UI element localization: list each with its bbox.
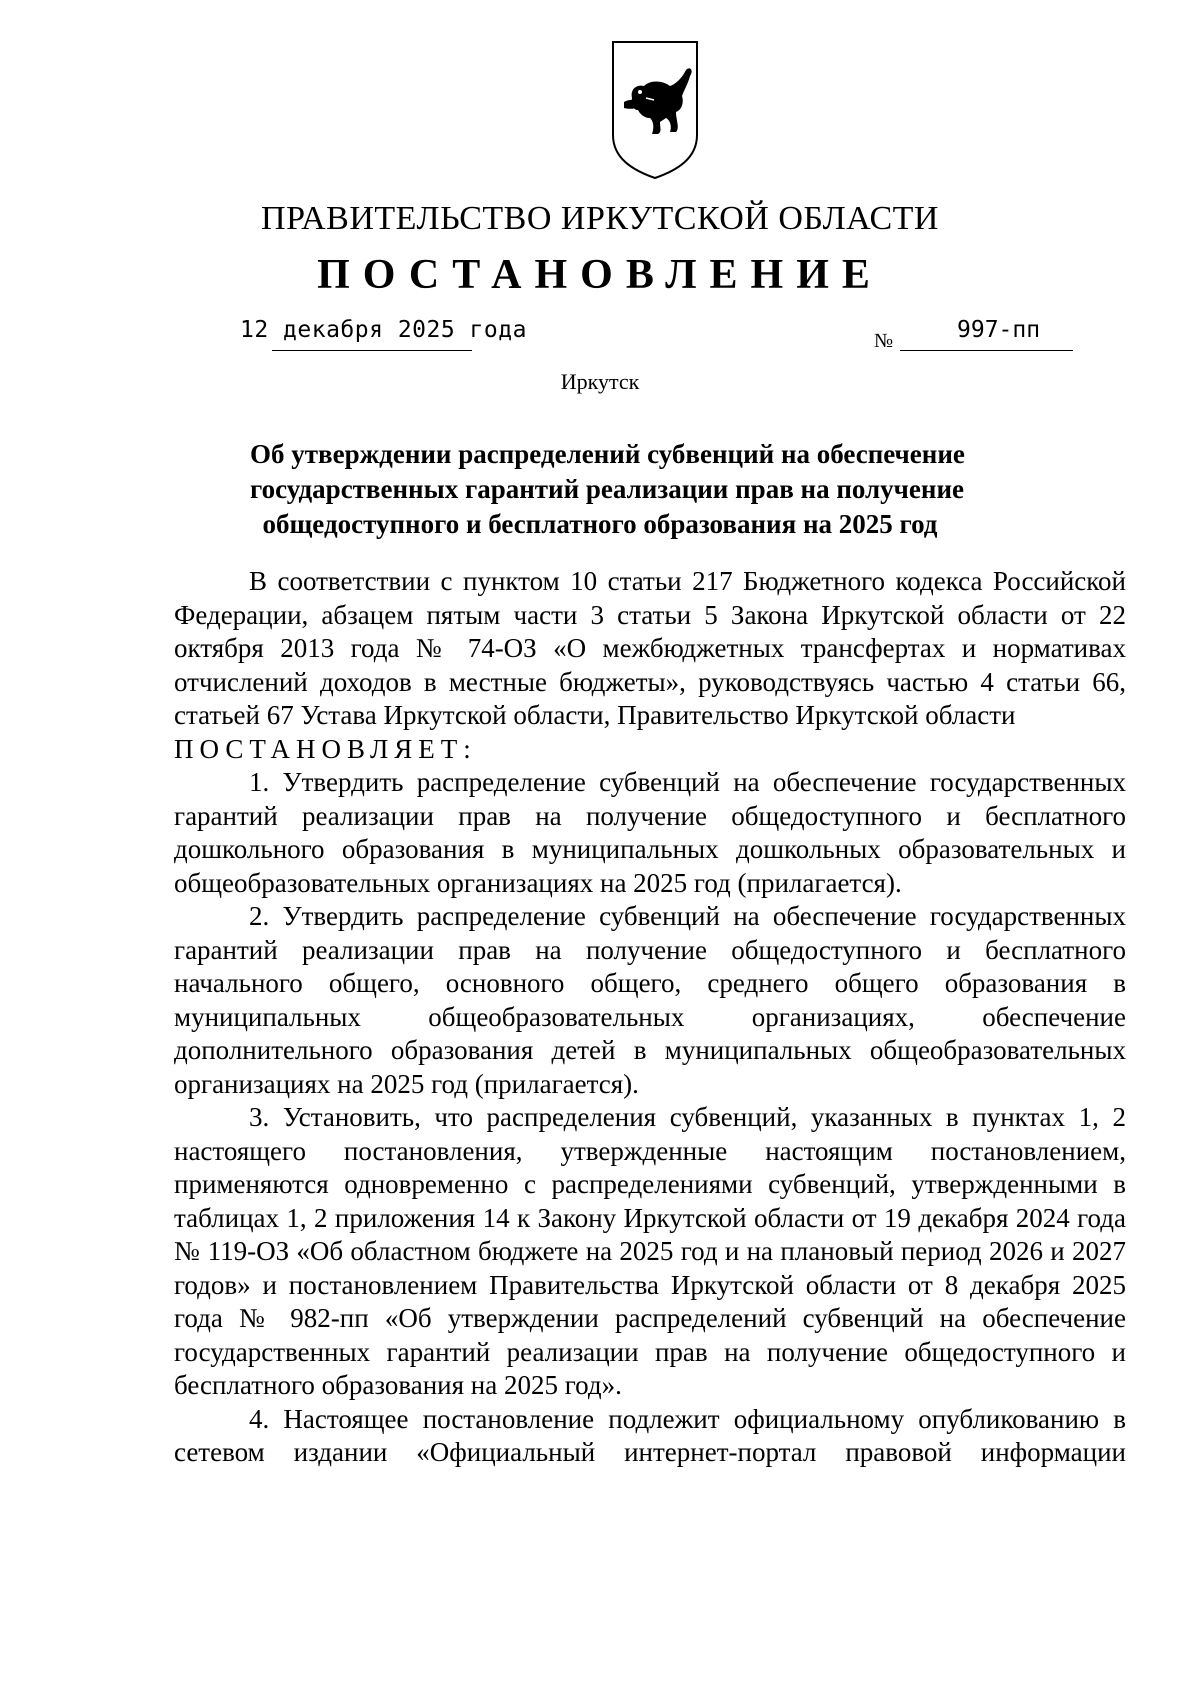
document-body xyxy=(174,565,1126,1470)
item-paragraph-2: 2. Утвердить распределение субвенций на обеспечение государственных гарантий реализации прав на получение общедоступного и бесплатного начального общего, основного общего, среднего общего образования в муниципальных общеобразовательных организациях, обеспечение дополнительного образования детей в муниципальных общеобразовательных организациях на 2025 год (прилагается). xyxy=(174,901,1126,1099)
city-name: Иркутск xyxy=(560,369,640,394)
title-line: общедоступного и бесплатного образования на 2025 год xyxy=(262,509,938,539)
organization-name: ПРАВИТЕЛЬСТВО ИРКУТСКОЙ ОБЛАСТИ xyxy=(261,200,939,237)
date-underline xyxy=(272,350,472,351)
document-date: 12 декабря 2025 года xyxy=(240,317,527,343)
title-line: государственных гарантий реализации прав на получение xyxy=(250,474,964,504)
item-paragraph-4: 4. Настоящее постановление подлежит официальному опубликованию в сетевом издании «Официальный интернет-портал правовой информации xyxy=(174,1403,1126,1467)
coat-of-arms-icon xyxy=(610,40,700,180)
item-paragraph-3: 3. Установить, что распределения субвенций, указанных в пунктах 1, 2 настоящего постановления, утвержденные настоящим постановлением, применяются одновременно с распределениями субвенций, утвержденными в таблицах 1, 2 приложения 14 к Закону Иркутской области от 19 декабря 2024 года № 119-ОЗ «Об областном бюджете на 2025 год и на плановый период 2026 и 2027 годов» и постановлением Правительства Иркутской области от 8 декабря 2025 года № 982-пп «Об утверждении распределений субвенций на обеспечение государственных гарантий реализации прав на получение общедоступного и бесплатного образования на 2025 год». xyxy=(174,1102,1126,1400)
item-paragraph-1: 1. Утвердить распределение субвенций на обеспечение государственных гарантий реализации прав на получение общедоступного и бесплатного дошкольного образования в муниципальных дошкольных образовательных и общеобразовательных организациях на 2025 год (прилагается). xyxy=(174,767,1126,898)
number-sign: № xyxy=(874,330,894,352)
document-title xyxy=(250,437,965,542)
decree-word: ПОСТАНОВЛЯЕТ: xyxy=(174,733,477,764)
document-number: 997-пп xyxy=(957,317,1041,343)
preamble-paragraph: В соответствии с пунктом 10 статьи 217 Бюджетного кодекса Российской Федерации, абзацем пятым части 3 статьи 5 Закона Иркутской области от 22 октября 2013 года № 74-ОЗ «О межбюджетных трансфертах и нормативах отчислений доходов в местные бюджеты», руководствуясь частью 4 статьи 66, статьей 67 Устава Иркутской области, Правительство Иркутской области xyxy=(174,566,1126,730)
number-underline xyxy=(900,350,1073,351)
title-line: Об утверждении распределений субвенций на обеспечение xyxy=(250,439,965,469)
document-type: ПОСТАНОВЛЕНИЕ xyxy=(317,252,883,298)
